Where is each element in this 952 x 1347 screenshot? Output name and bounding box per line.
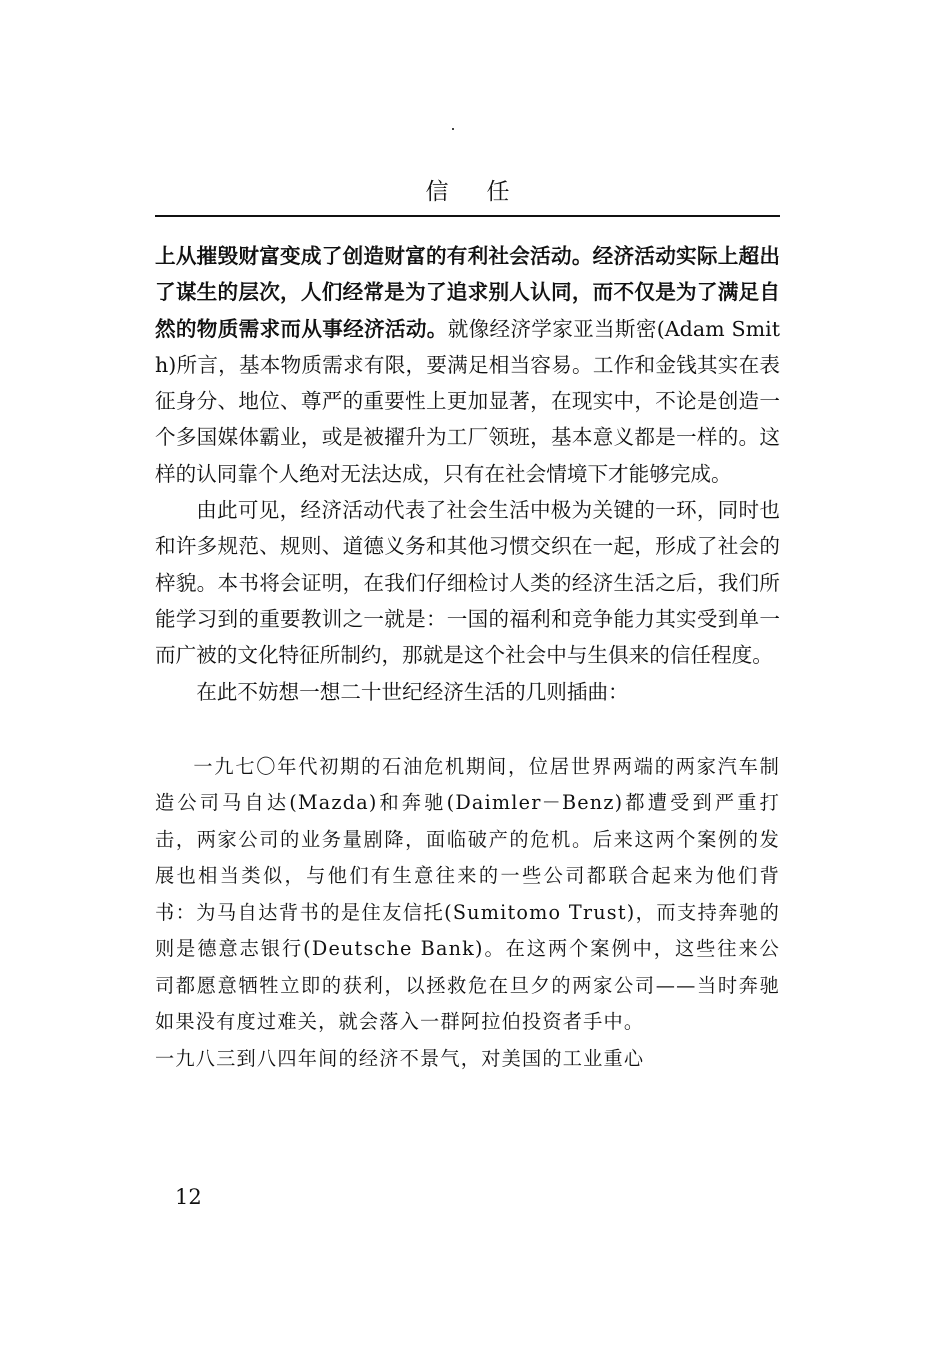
section-gap bbox=[155, 710, 780, 749]
page-number: 12 bbox=[175, 1185, 202, 1209]
header-title: 信任 bbox=[425, 179, 548, 205]
quoted-excerpt bbox=[155, 749, 780, 1078]
scan-speck bbox=[452, 128, 454, 130]
quote-paragraph: 一九八三到八四年间的经济不景气，对美国的工业重心 bbox=[155, 1046, 645, 1070]
paragraph-continued bbox=[155, 238, 780, 492]
paragraph: 在此不妨想一想二十世纪经济生活的几则插曲： bbox=[196, 679, 629, 704]
running-header bbox=[155, 175, 780, 217]
body-text bbox=[155, 238, 780, 1077]
bold-passage: 上从摧毁财富变成了创造财富的有利社会活动。经济活动实际上超出了谋生的层次，人们经常是为了追求别人认同，而不仅是为了满足自然的物质需求而从事经济活动。 bbox=[155, 244, 780, 341]
paragraph: 由此可见，经济活动代表了社会生活中极为关键的一环，同时也和许多规范、规则、道德义务和其他习惯交织在一起，形成了社会的梓貌。本书将会证明，在我们仔细检讨人类的经济生活之后，我们所能学习到的重要教训之一就是：一国的福利和竞争能力其实受到单一而广被的文化特征所制约，那就是这个社会中与生俱来的信任程度。 bbox=[155, 498, 780, 668]
quote-paragraph: 一九七〇年代初期的石油危机期间，位居世界两端的两家汽车制造公司马自达(Mazda)和奔驰(Daimler－Benz)都遭受到严重打击，两家公司的业务量剧降，面临破产的危机。后来这两个案例的发展也相当类似，与他们有生意往来的一些公司都联合起来为他们背书：为马自达背书的是住友信托(Sumitomo Trust)，而支持奔驰的则是德意志银行(Deutsche Bank)。在这两个案例中，这些往来公司都愿意牺牲立即的获利，以拯救危在旦夕的两家公司——当时奔驰如果没有度过难关，就会落入一群阿拉伯投资者手中。 bbox=[155, 754, 780, 1034]
paragraph-text: 就像经济学家亚当斯密(Adam Smith)所言，基本物质需求有限，要满足相当容易。工作和金钱其实在表征身分、地位、尊严的重要性上更加显著，在现实中，不论是创造一个多国媒体霸业，或是被擢升为工厂领班，基本意义都是一样的。这样的认同靠个人绝对无法达成，只有在社会情境下才能够完成。 bbox=[155, 316, 780, 486]
